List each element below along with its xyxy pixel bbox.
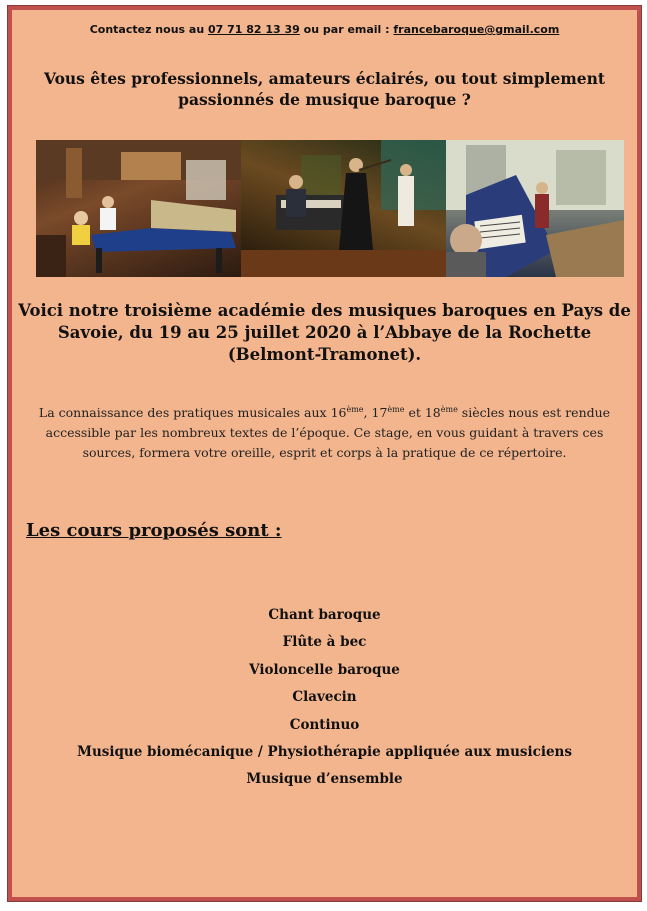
- harpsichord-score-photo: [446, 140, 624, 277]
- contact-prefix: Contactez nous au: [89, 23, 208, 36]
- course-item: Violoncelle baroque: [249, 661, 400, 678]
- academy-announcement: [18, 300, 631, 366]
- contact-middle: ou par email :: [299, 23, 394, 36]
- courses-list: [12, 602, 637, 794]
- photo-strip: [36, 140, 624, 277]
- flyer-page: [8, 6, 641, 901]
- email-link[interactable]: francebaroque@gmail.com: [393, 23, 560, 36]
- courses-heading: Les cours proposés sont :: [26, 520, 282, 541]
- contact-line: [12, 23, 637, 36]
- academy-line-3: (Belmont-Tramonet).: [227, 345, 422, 364]
- harpsichord-church-photo: [36, 140, 241, 277]
- headline: [32, 68, 617, 110]
- course-item: Musique d’ensemble: [246, 771, 403, 788]
- intro-paragraph: [32, 400, 617, 463]
- course-item: Continuo: [289, 716, 360, 733]
- intro-line-2: accessible par les nombreux textes de l’époque. Ce stage, en vous guidant à travers ces: [45, 425, 604, 441]
- course-item: Musique biomécanique / Physiothérapie appliquée aux musiciens: [77, 744, 572, 761]
- intro-line-1: La connaissance des pratiques musicales aux 16ème, 17ème et 18ème siècles nous est rendue: [38, 405, 611, 421]
- phone-link[interactable]: 07 71 82 13 39: [207, 23, 300, 36]
- headline-line-2: passionnés de musique baroque ?: [178, 90, 471, 109]
- headline-line-1: Vous êtes professionnels, amateurs éclairés, ou tout simplement: [43, 69, 606, 88]
- course-item: Chant baroque: [268, 607, 381, 623]
- academy-line-2: Savoie, du 19 au 25 juillet 2020 à l’Abbaye de la Rochette: [57, 323, 592, 342]
- academy-line-1: Voici notre troisième académie des musiques baroques en Pays de: [18, 301, 631, 320]
- course-item: Clavecin: [292, 689, 357, 706]
- intro-line-3: sources, formera votre oreille, esprit et corps à la pratique de ce répertoire.: [82, 445, 567, 461]
- recital-flute-harpsichord-photo: [241, 140, 446, 277]
- course-item: Flûte à bec: [282, 634, 367, 651]
